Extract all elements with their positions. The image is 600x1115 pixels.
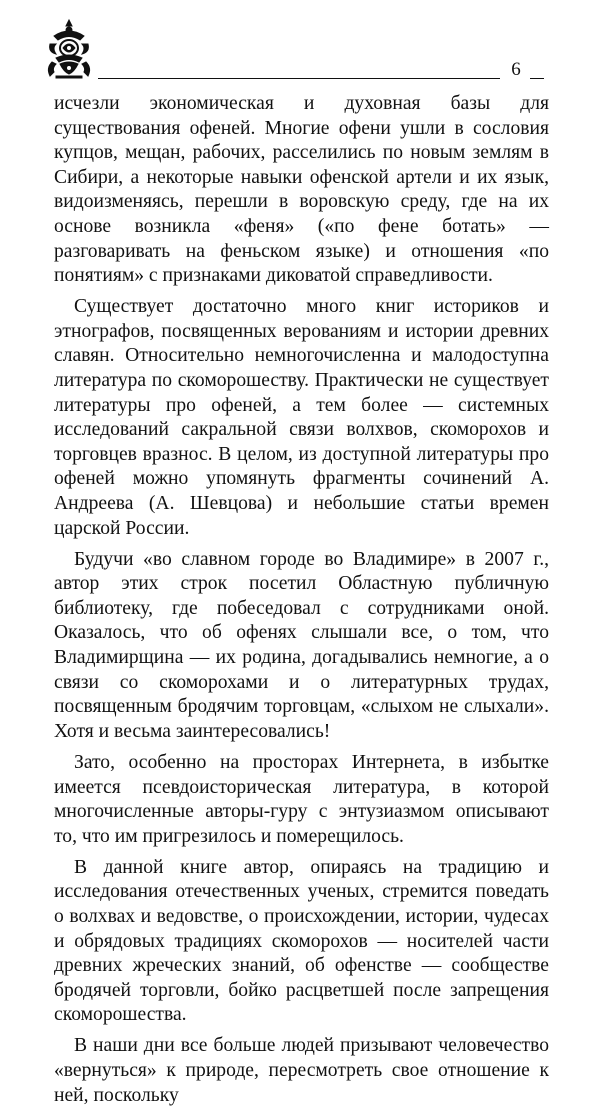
paragraph-6: В наши дни все больше людей призывают человечество «вернуться» к природе, пересмотреть свое отношение к ней, поскольку xyxy=(54,1035,549,1106)
page-number: 6 xyxy=(511,59,521,80)
paragraph-5: В данной книге автор, опираясь на традицию и исследования отечественных ученых, стремится поведать о волхвах и ведовстве, о происхождении, истории, чудесах и обрядовых традициях скоморохов — носителей части древних жреческих знаний, об офенстве — сообществе бродячей торговли, бойко расцветшей после запрещения скоморошества. xyxy=(54,856,549,1026)
paragraph-4: Зато, особенно на просторах Интернета, в избытке имеется псевдоисторическая литература, в которой многочисленные авторы-гуру с энтузиазмом описывают то, что им пригрезилось и померещилось. xyxy=(54,751,549,847)
folk-ornament-icon xyxy=(44,18,94,80)
header-rule xyxy=(98,78,500,79)
paragraph-2: Существует достаточно много книг историков и этнографов, посвященных верованиям и истории древних славян. Относительно немногочисленна и малодоступна литература по скоморошеству. Практически не существует литературы про офеней, а тем более — системных исследований сакральной связи волхвов, скоморохов и торговцев вразнос. В целом, из доступной литературы про офеней можно упомянуть фрагменты сочинений А. Андреева (А. Шевцова) и небольшие статьи времен царской России. xyxy=(54,296,549,539)
page-header xyxy=(0,0,600,90)
header-rule-tail xyxy=(530,78,544,79)
paragraph-1: исчезли экономическая и духовная базы для существования офеней. Многие офени ушли в сословия купцов, мещан, рабочих, расселились по новым землям в Сибири, а некоторые навыки офенской артели и их язык, видоизменяясь, перешли в воровскую среду, где на их основе возникла «феня» («по фене ботать» — разговаривать на феньском языке) и отношения «по понятиям» с признаками диковатой справедливости. xyxy=(54,93,549,287)
paragraph-3: Будучи «во славном городе во Владимире» в 2007 г., автор этих строк посетил Областную публичную библиотеку, где побеседовал с сотрудниками оной. Оказалось, что об офенях слышали все, о том, что Владимирщина — их родина, догадывались немногие, а о связи со скоморохами и о литературных трудах, посвященным бродячим торговцам, «слыхом не слыхали». Хотя и весьма заинтересовались! xyxy=(54,548,549,742)
main-text xyxy=(54,92,549,1115)
